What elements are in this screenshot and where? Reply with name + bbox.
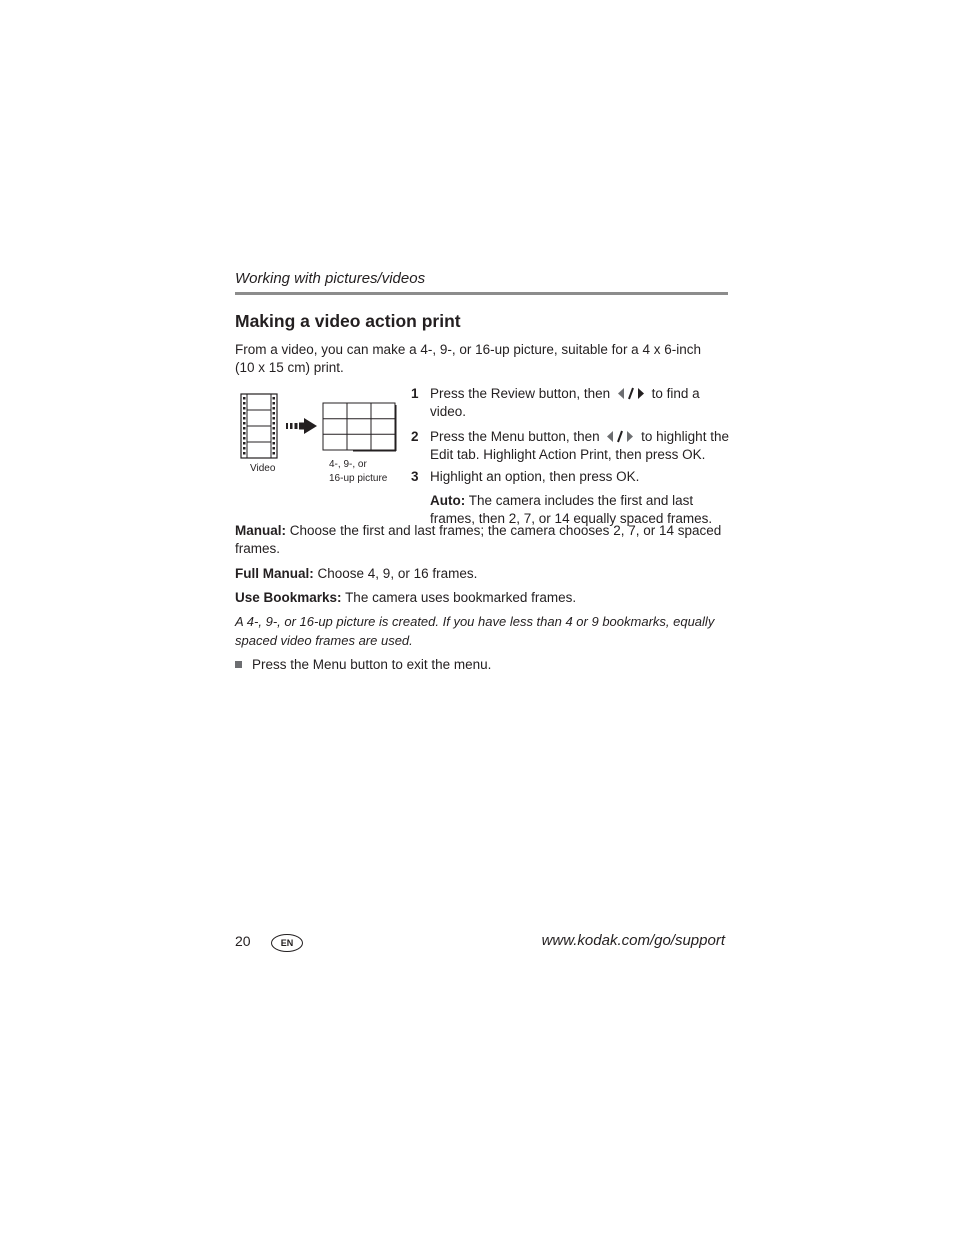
bookmarks-option-text: The camera uses bookmarked frames. [345,590,577,605]
grid-picture-label-line-2: 16-up picture [329,473,388,484]
full-manual-option-text: Choose 4, 9, or 16 frames. [317,566,478,581]
step-text: Highlight an option, then press OK. [430,469,640,484]
page-number: 20 [235,933,251,949]
bookmarks-option [235,589,728,607]
bookmarks-option-label: Use Bookmarks: [235,590,342,605]
grid-picture-label-line-1: 4-, 9-, or [329,459,367,470]
auto-option-text: The camera includes the first and last frames, then 2, 7, or 14 equally spaced frames. [430,493,713,526]
intro-line-1: From a video, you can make a 4-, 9-, or 16-up picture, suitable for a 4 x 6-inch [235,342,701,357]
bullet-square-icon [235,661,242,668]
step-3 [411,468,731,486]
filmstrip-icon [241,394,277,458]
manual-option-label: Manual: [235,523,287,538]
exit-menu-bullet [235,656,728,674]
video-action-print-illustration [235,388,405,498]
filmstrip-to-grid-diagram [235,388,405,468]
video-label: Video [250,463,276,474]
running-header: Working with pictures/videos [235,270,426,287]
intro-line-2: (10 x 15 cm) print. [235,360,344,375]
step-2 [411,428,731,464]
section-title: Making a video action print [235,311,461,331]
manual-option [235,522,728,558]
bookmark-note: A 4-, 9-, or 16-up picture is created. If you have less than 4 or 9 bookmarks, equally spaced video frames are used. [235,614,715,648]
arrow-right-icon [286,418,317,434]
language-badge: EN [271,934,303,952]
left-right-arrows-icon [606,430,634,443]
grid-picture-icon [323,403,396,451]
left-right-arrows-icon [617,387,645,400]
grid-picture-label [329,458,387,486]
bullet-text: Press the Menu button to exit the menu. [252,657,492,672]
manual-option-text: Choose the first and last frames; the camera chooses 2, 7, or 14 spaced frames. [235,523,722,556]
full-manual-option-label: Full Manual: [235,566,314,581]
full-manual-option [235,565,728,583]
support-url: www.kodak.com/go/support [541,932,725,949]
step-text: to highlight the Edit tab. Highlight Action Print, then press OK. [430,429,729,462]
step-number: 1 [411,386,419,401]
step-1 [411,385,731,421]
step-text: Press the Review button, then [430,386,611,401]
auto-option-label: Auto: [430,493,466,508]
step-number: 3 [411,469,419,484]
step-number: 2 [411,429,419,444]
step-text: Press the Menu button, then [430,429,600,444]
steps-list [411,385,731,528]
step-text: to find a video. [430,386,700,419]
intro-paragraph [235,341,728,377]
header-rule [235,292,728,295]
